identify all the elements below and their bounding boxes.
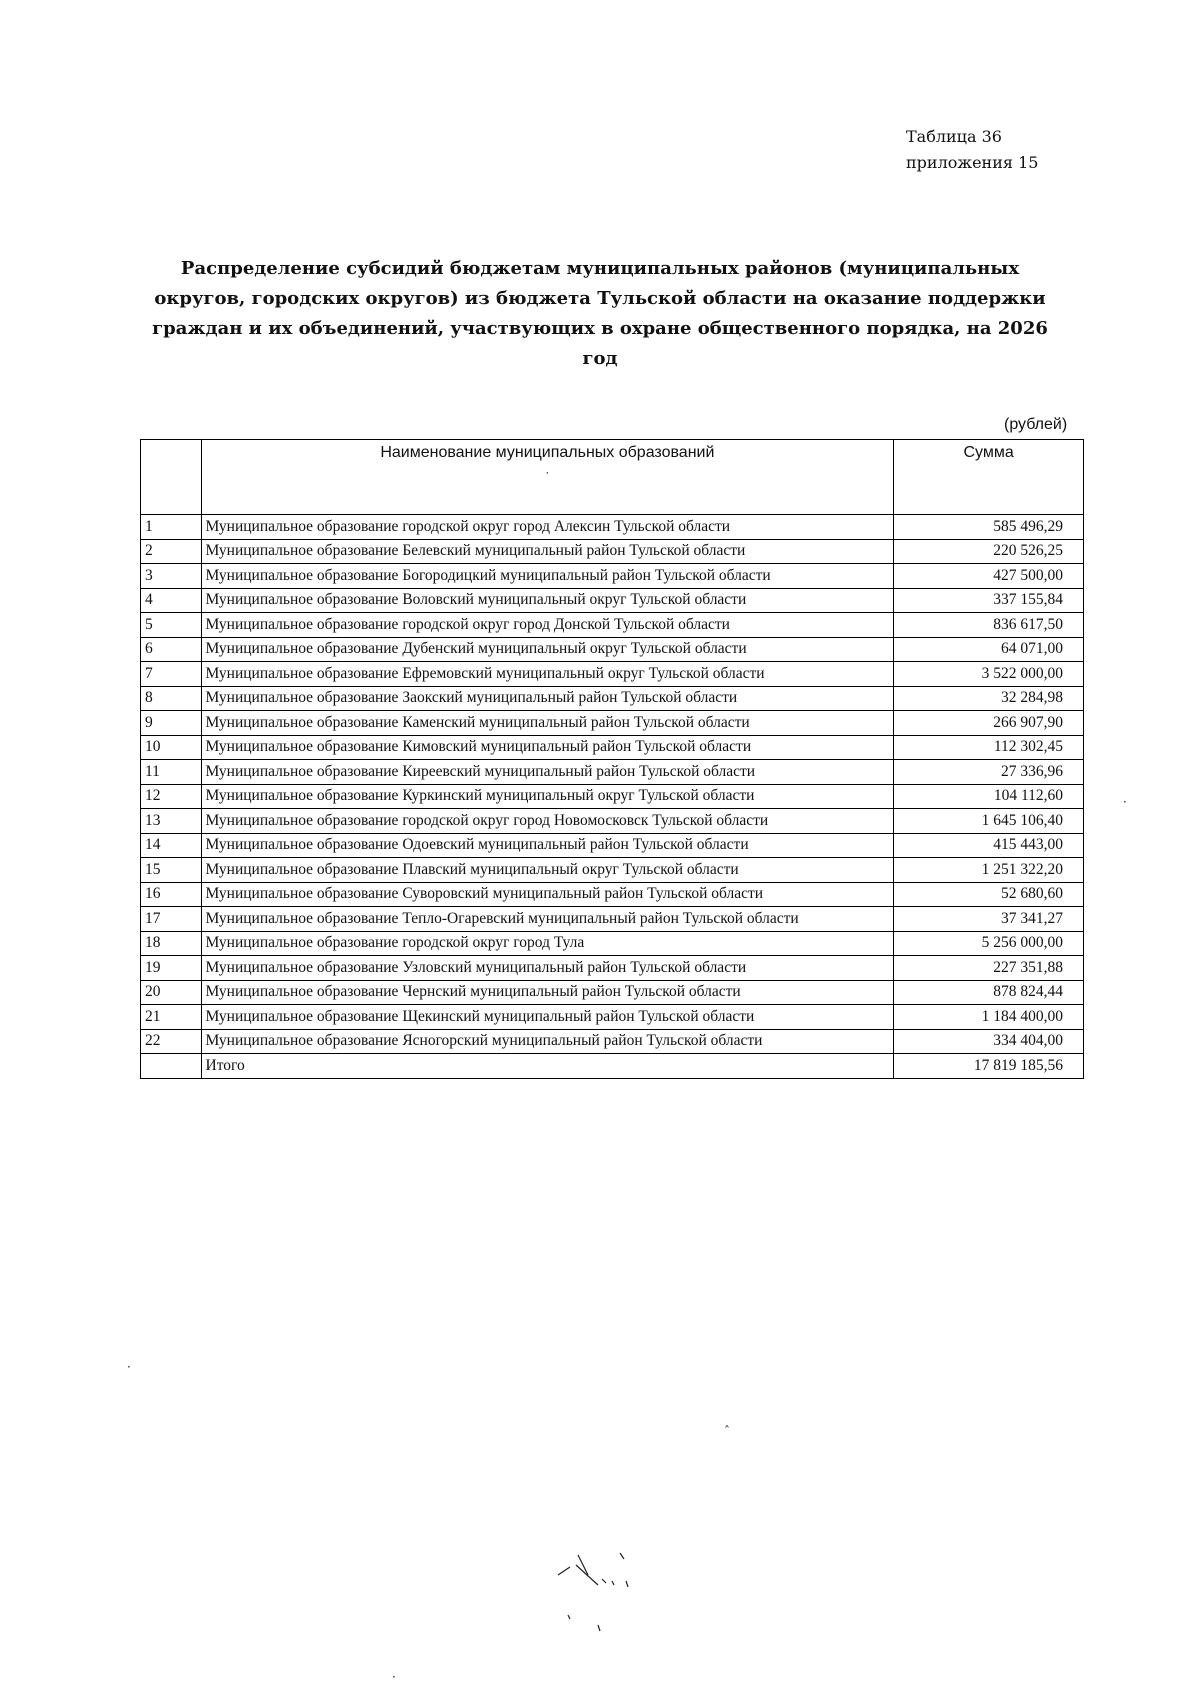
row-number: 9	[141, 711, 202, 736]
column-header-sum: Сумма	[894, 440, 1084, 515]
row-number: 2	[141, 539, 202, 564]
row-number: 21	[141, 1005, 202, 1030]
row-name: Муниципальное образование Ясногорский муниципальный район Тульской области	[201, 1029, 894, 1054]
row-name: Муниципальное образование Плавский муниципальный округ Тульской области	[201, 858, 894, 883]
row-number: 4	[141, 588, 202, 613]
table-row	[141, 637, 1084, 662]
table-row	[141, 515, 1084, 540]
table-row	[141, 711, 1084, 736]
table-row	[141, 809, 1084, 834]
row-name: Муниципальное образование Одоевский муниципальный район Тульской области	[201, 833, 894, 858]
table-row	[141, 539, 1084, 564]
row-number: 13	[141, 809, 202, 834]
table-row	[141, 1029, 1084, 1054]
table-row	[141, 833, 1084, 858]
table-row	[141, 613, 1084, 638]
total-row	[141, 1054, 1084, 1079]
table-row	[141, 564, 1084, 589]
row-number: 14	[141, 833, 202, 858]
row-number: 6	[141, 637, 202, 662]
unit-label: (рублей)	[1004, 416, 1068, 433]
row-name: Муниципальное образование городской округ город Новомосковск Тульской области	[201, 809, 894, 834]
scan-scribble	[548, 1545, 648, 1635]
row-sum: 104 112,60	[894, 784, 1084, 809]
column-header-name	[201, 440, 894, 515]
scan-speck: ·	[392, 1670, 396, 1684]
table-row	[141, 907, 1084, 932]
row-sum: 836 617,50	[894, 613, 1084, 638]
row-name: Муниципальное образование Богородицкий муниципальный район Тульской области	[201, 564, 894, 589]
table-row	[141, 662, 1084, 687]
column-header-name-label: Наименование муниципальных образований	[380, 444, 715, 461]
table-row	[141, 858, 1084, 883]
row-sum: 334 404,00	[894, 1029, 1084, 1054]
table-row	[141, 784, 1084, 809]
row-name: Муниципальное образование Белевский муниципальный район Тульской области	[201, 539, 894, 564]
row-sum: 1 645 106,40	[894, 809, 1084, 834]
row-sum: 585 496,29	[894, 515, 1084, 540]
row-number: 11	[141, 760, 202, 785]
row-name: Муниципальное образование Чернский муниципальный район Тульской области	[201, 980, 894, 1005]
row-sum: 37 341,27	[894, 907, 1084, 932]
row-number: 19	[141, 956, 202, 981]
row-name: Муниципальное образование Щекинский муниципальный район Тульской области	[201, 1005, 894, 1030]
row-sum: 266 907,90	[894, 711, 1084, 736]
row-number: 3	[141, 564, 202, 589]
row-name: Муниципальное образование Каменский муниципальный район Тульской области	[201, 711, 894, 736]
table-row	[141, 588, 1084, 613]
table-row	[141, 931, 1084, 956]
row-name: Муниципальное образование Воловский муниципальный округ Тульской области	[201, 588, 894, 613]
scan-speck: ·	[1123, 795, 1127, 809]
row-sum: 1 251 322,20	[894, 858, 1084, 883]
row-number: 1	[141, 515, 202, 540]
row-sum: 32 284,98	[894, 686, 1084, 711]
row-name: Муниципальное образование Кимовский муниципальный район Тульской области	[201, 735, 894, 760]
row-number	[141, 1054, 202, 1079]
row-sum: 337 155,84	[894, 588, 1084, 613]
row-name: Муниципальное образование Узловский муниципальный район Тульской области	[201, 956, 894, 981]
row-number: 15	[141, 858, 202, 883]
page-header	[906, 124, 1038, 176]
scan-speck: ·	[545, 465, 550, 479]
row-sum: 1 184 400,00	[894, 1005, 1084, 1030]
row-name: Муниципальное образование Тепло-Огаревский муниципальный район Тульской области	[201, 907, 894, 932]
table-row	[141, 1005, 1084, 1030]
row-name: Муниципальное образование Ефремовский муниципальный округ Тульской области	[201, 662, 894, 687]
row-number: 7	[141, 662, 202, 687]
row-number: 12	[141, 784, 202, 809]
row-number: 17	[141, 907, 202, 932]
row-number: 20	[141, 980, 202, 1005]
table-row	[141, 760, 1084, 785]
row-number: 18	[141, 931, 202, 956]
appendix-reference: приложения 15	[906, 153, 1039, 172]
row-name: Муниципальное образование Киреевский муниципальный район Тульской области	[201, 760, 894, 785]
table-row	[141, 882, 1084, 907]
row-name: Итого	[201, 1054, 894, 1079]
row-name: Муниципальное образование Суворовский муниципальный район Тульской области	[201, 882, 894, 907]
row-name: Муниципальное образование Дубенский муниципальный округ Тульской области	[201, 637, 894, 662]
table-header-row	[141, 440, 1084, 515]
row-name: Муниципальное образование городской округ город Алексин Тульской области	[201, 515, 894, 540]
row-name: Муниципальное образование Заокский муниципальный район Тульской области	[201, 686, 894, 711]
row-number: 10	[141, 735, 202, 760]
table-row	[141, 956, 1084, 981]
row-sum: 220 526,25	[894, 539, 1084, 564]
row-sum: 415 443,00	[894, 833, 1084, 858]
row-name: Муниципальное образование Куркинский муниципальный округ Тульской области	[201, 784, 894, 809]
row-number: 8	[141, 686, 202, 711]
table-row	[141, 735, 1084, 760]
scan-speck: ·	[127, 1360, 131, 1374]
column-header-number	[141, 440, 202, 515]
scan-speck: ˆ	[724, 1424, 730, 1438]
row-number: 22	[141, 1029, 202, 1054]
row-sum: 427 500,00	[894, 564, 1084, 589]
row-sum: 3 522 000,00	[894, 662, 1084, 687]
row-sum: 27 336,96	[894, 760, 1084, 785]
row-sum: 227 351,88	[894, 956, 1084, 981]
table-row	[141, 686, 1084, 711]
row-sum: 112 302,45	[894, 735, 1084, 760]
row-sum: 5 256 000,00	[894, 931, 1084, 956]
row-name: Муниципальное образование городской округ город Донской Тульской области	[201, 613, 894, 638]
table-reference: Таблица 36	[906, 127, 1002, 146]
document-title: Распределение субсидий бюджетам муниципальных районов (муниципальных округов, городских округов) из бюджета Тульской области на оказание поддержки граждан и их объединений, участвующих в охране общественного порядка, на 2026 год	[152, 258, 1048, 369]
subsidy-table	[140, 439, 1084, 1079]
row-name: Муниципальное образование городской округ город Тула	[201, 931, 894, 956]
row-sum: 64 071,00	[894, 637, 1084, 662]
row-number: 5	[141, 613, 202, 638]
row-number: 16	[141, 882, 202, 907]
row-sum: 17 819 185,56	[894, 1054, 1084, 1079]
table-row	[141, 980, 1084, 1005]
table-body	[141, 515, 1084, 1079]
row-sum: 52 680,60	[894, 882, 1084, 907]
row-sum: 878 824,44	[894, 980, 1084, 1005]
